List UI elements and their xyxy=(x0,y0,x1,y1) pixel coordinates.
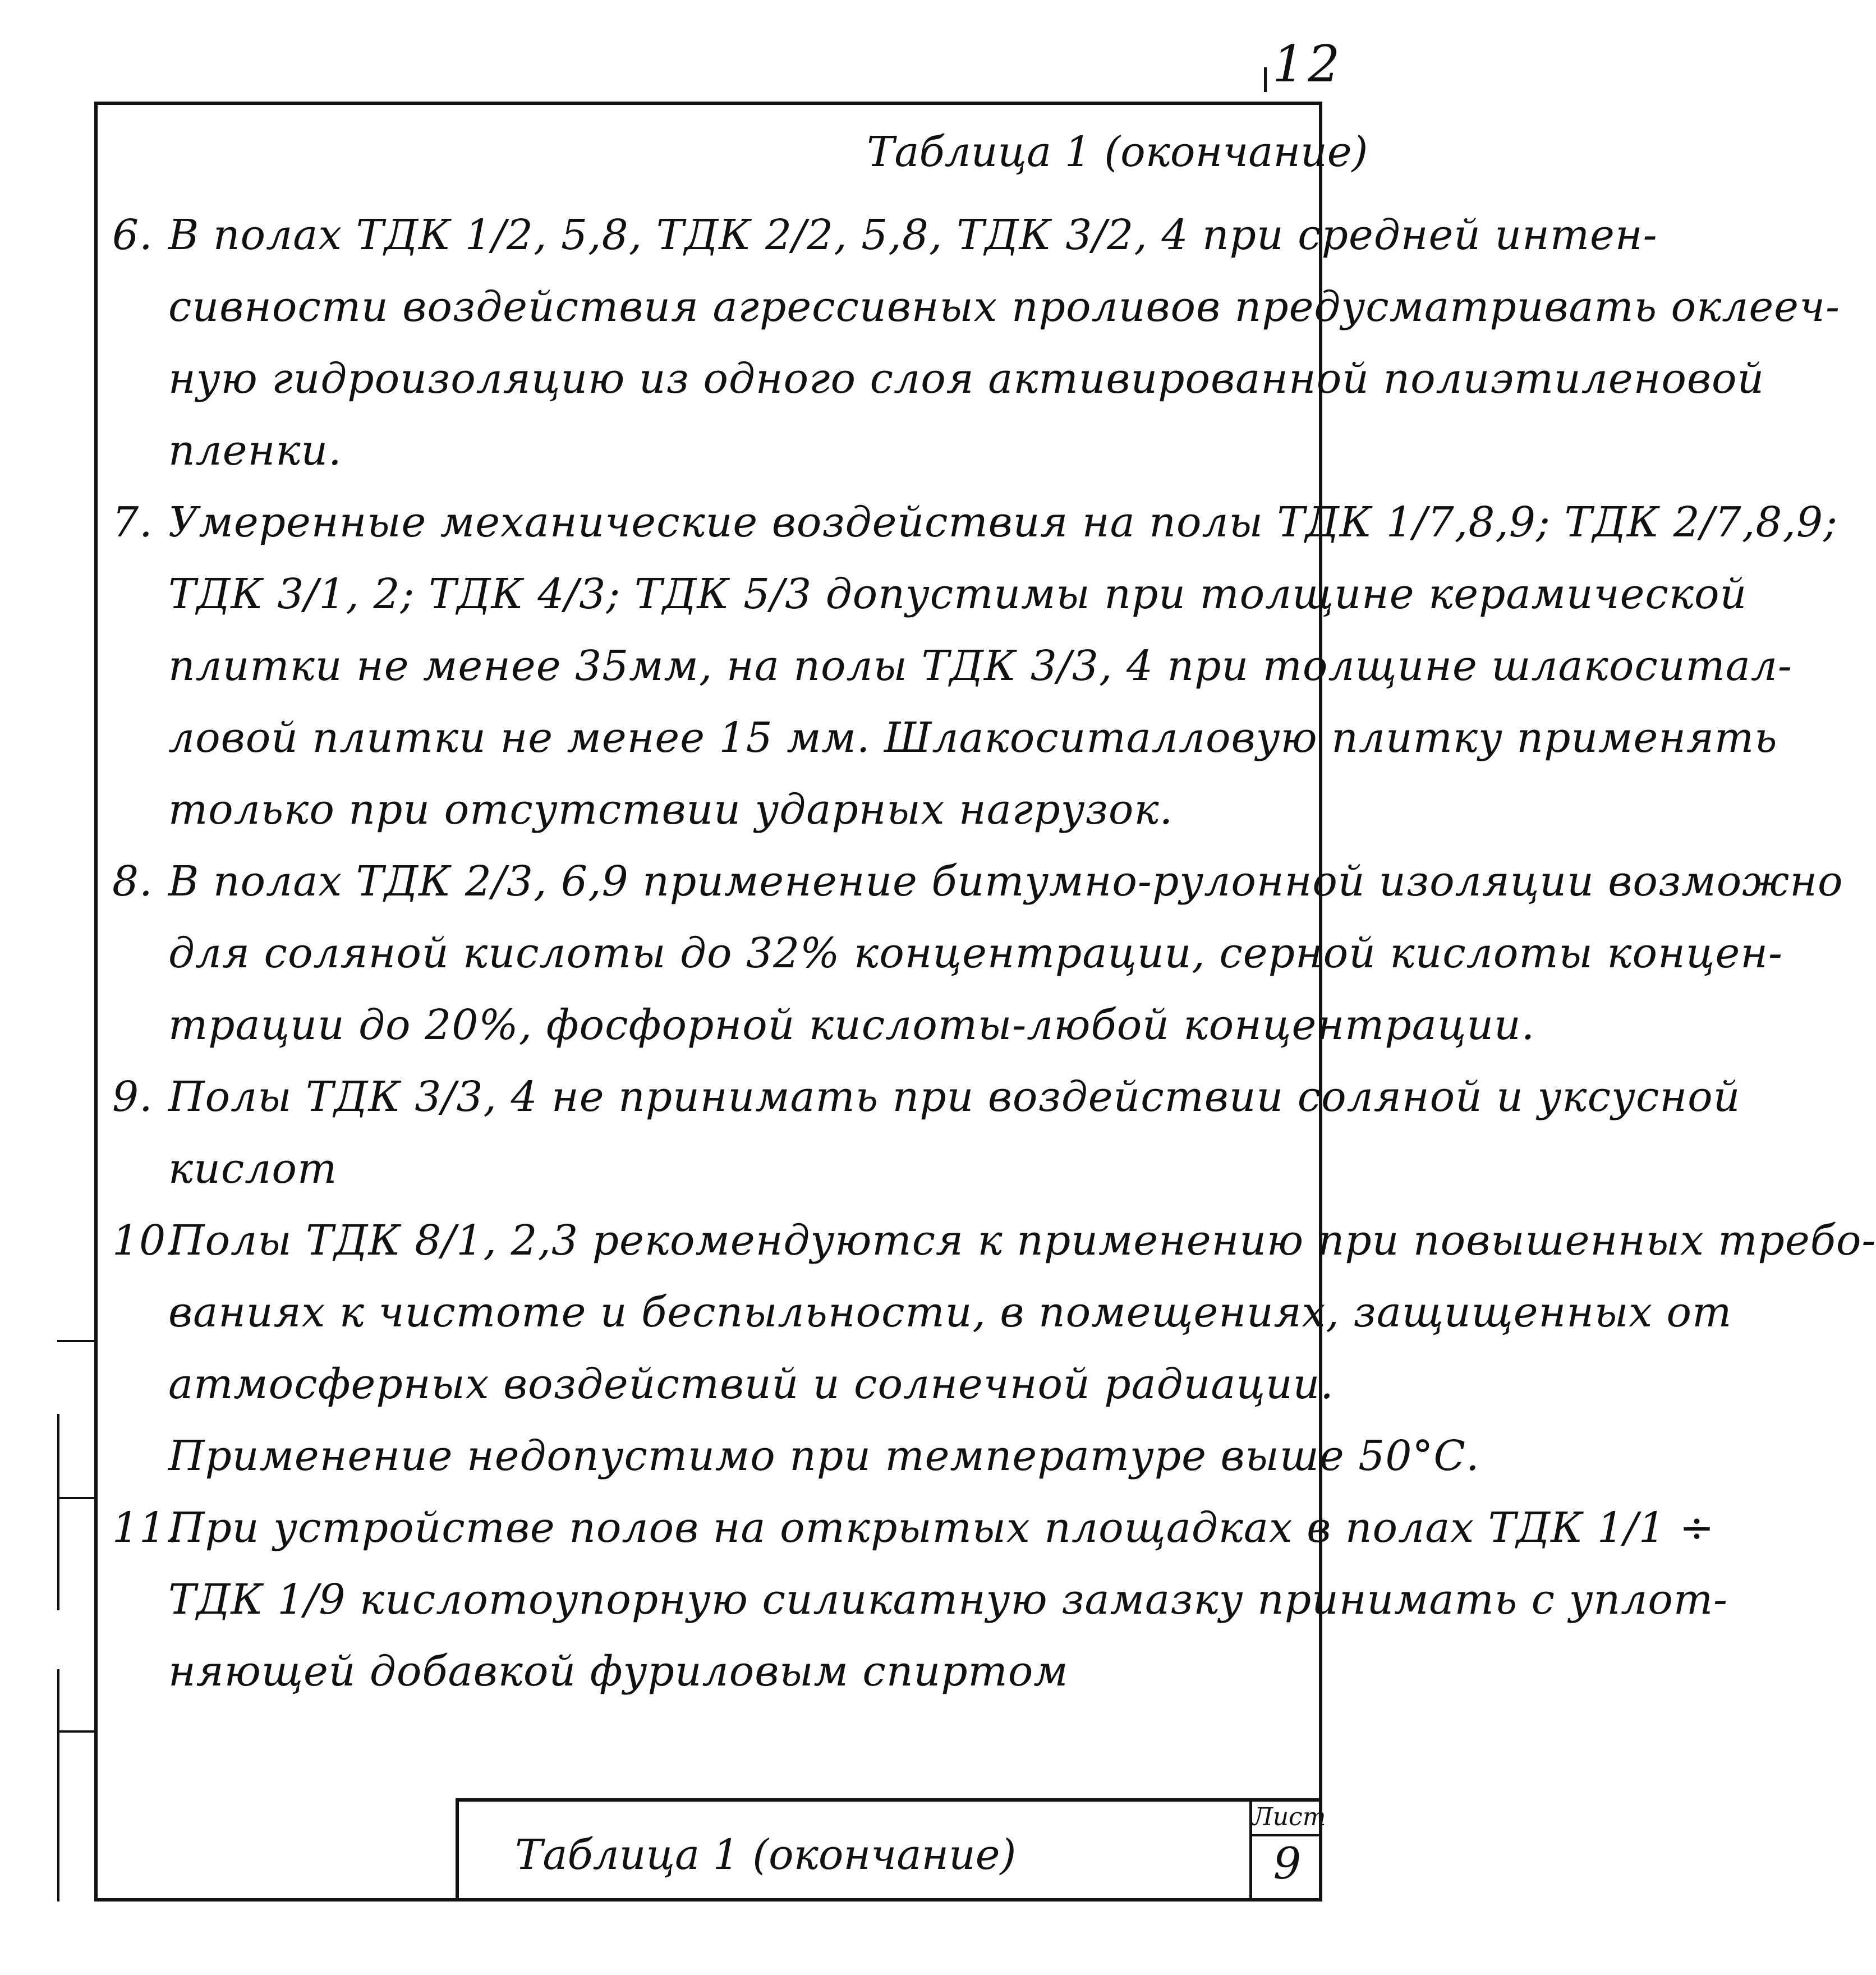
note-item xyxy=(112,1492,1728,1707)
margin-strip xyxy=(57,1414,59,1610)
title-block xyxy=(456,1798,1326,1901)
note-line: атмосферных воздействий и солнечной радиации. xyxy=(168,1360,1334,1408)
note-item xyxy=(112,1205,1876,1492)
note-number: 7. xyxy=(112,498,153,546)
note-line: При устройстве полов на открытых площадках в полах ТДК 1/1 ÷ xyxy=(168,1504,1715,1552)
note-line: плитки не менее 35мм, на полы ТДК 3/3, 4 при толщине шлакоситал- xyxy=(168,642,1792,690)
note-line: ТДК 3/1, 2; ТДК 4/3; ТДК 5/3 допустимы при толщине керамической xyxy=(168,570,1748,618)
notes-list xyxy=(112,199,1876,1707)
title-block-caption: Таблица 1 (окончание) xyxy=(515,1831,1017,1879)
note-line: ную гидроизоляцию из одного слоя активированной полиэтиленовой xyxy=(168,355,1765,403)
note-number: 9. xyxy=(112,1073,153,1121)
note-line: только при отсутствии ударных нагрузок. xyxy=(168,786,1174,834)
sheet-number: 9 xyxy=(1273,1839,1302,1889)
note-item xyxy=(112,486,1838,846)
note-number: 10. xyxy=(112,1216,180,1265)
note-line: няющей добавкой фуриловым спиртом xyxy=(168,1647,1069,1696)
note-line: Применение недопустимо при температуре выше 50°С. xyxy=(168,1432,1480,1480)
note-line: ловой плитки не менее 15 мм. Шлакоситалловую плитку применять xyxy=(168,714,1778,762)
note-line: Умеренные механические воздействия на полы ТДК 1/7,8,9; ТДК 2/7,8,9; xyxy=(168,498,1838,546)
sheet-cell xyxy=(1249,1802,1326,1901)
note-line: В полах ТДК 1/2, 5,8, ТДК 2/2, 5,8, ТДК 3/2, 4 при средней интен- xyxy=(168,211,1658,259)
note-line: сивности воздействия агрессивных проливов предусматривать оклееч- xyxy=(168,283,1841,331)
note-item xyxy=(112,199,1841,486)
note-line: ТДК 1/9 кислотоупорную силикатную замазку принимать с уплот- xyxy=(168,1576,1728,1624)
note-line: пленки. xyxy=(168,426,342,475)
note-line: трации до 20%, фосфорной кислоты-любой концентрации. xyxy=(168,1001,1535,1049)
page-number-tick xyxy=(1264,67,1267,92)
page-number: 12 xyxy=(1272,35,1344,94)
note-number: 11. xyxy=(112,1504,180,1552)
note-line: Полы ТДК 3/3, 4 не принимать при воздействии соляной и уксусной xyxy=(168,1073,1741,1121)
note-line: ваниях к чистоте и беспыльности, в помещениях, защищенных от xyxy=(168,1288,1732,1336)
note-line: кислот xyxy=(168,1145,338,1193)
margin-divider xyxy=(57,1340,94,1342)
margin-divider xyxy=(57,1730,94,1733)
note-line: для соляной кислоты до 32% концентрации, серной кислоты концен- xyxy=(168,929,1783,977)
margin-strip xyxy=(57,1669,59,1901)
note-number: 8. xyxy=(112,857,153,906)
sheet-label: Лист xyxy=(1252,1802,1322,1836)
note-item xyxy=(112,1061,1741,1205)
note-item xyxy=(112,846,1843,1061)
note-number: 6. xyxy=(112,211,153,259)
note-line: В полах ТДК 2/3, 6,9 применение битумно-рулонной изоляции возможно xyxy=(168,857,1843,906)
note-line: Полы ТДК 8/1, 2,3 рекомендуются к применению при повышенных требо- xyxy=(168,1216,1876,1265)
table-caption: Таблица 1 (окончание) xyxy=(867,128,1368,176)
margin-divider xyxy=(57,1497,94,1499)
